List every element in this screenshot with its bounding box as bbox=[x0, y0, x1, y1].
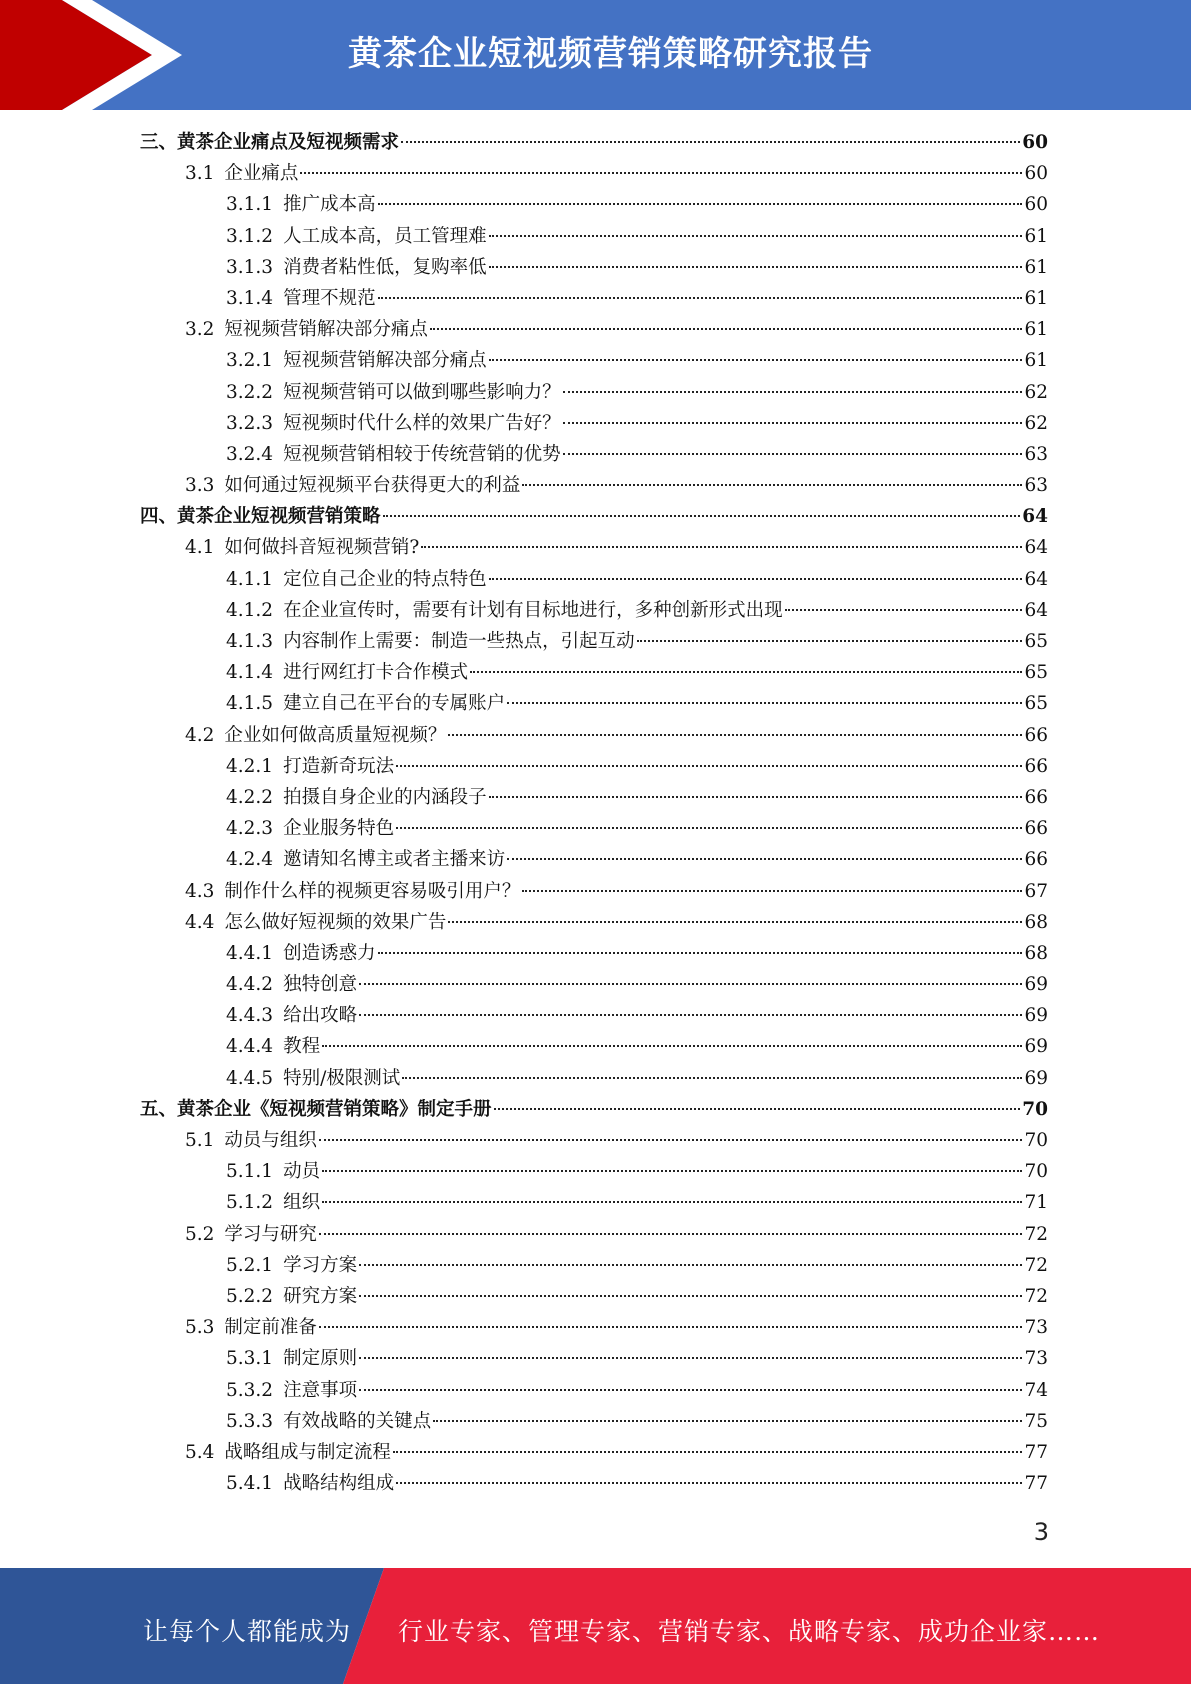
toc-dot-leader bbox=[785, 609, 1023, 611]
toc-entry-number: 5.3.1 bbox=[226, 1348, 274, 1370]
toc-entry[interactable] bbox=[140, 408, 1048, 439]
toc-dot-leader bbox=[489, 266, 1023, 268]
toc-entry-page: 75 bbox=[1024, 1410, 1048, 1432]
toc-entry[interactable] bbox=[140, 377, 1048, 408]
toc-entry-page: 74 bbox=[1024, 1379, 1048, 1401]
toc-dot-leader bbox=[322, 1045, 1022, 1047]
toc-dot-leader bbox=[489, 578, 1023, 580]
toc-entry[interactable] bbox=[140, 969, 1048, 1000]
toc-entry-title: 短视频营销解决部分痛点 bbox=[283, 350, 487, 372]
document-title: 黄茶企业短视频营销策略研究报告 bbox=[348, 34, 873, 74]
toc-dot-leader bbox=[563, 453, 1023, 455]
toc-dot-leader bbox=[383, 515, 1021, 517]
toc-entry-title: 教程 bbox=[283, 1036, 321, 1058]
toc-entry-page: 69 bbox=[1024, 1067, 1048, 1089]
toc-entry[interactable] bbox=[140, 938, 1048, 969]
toc-dot-leader bbox=[470, 671, 1022, 673]
toc-entry-title: 学习与研究 bbox=[224, 1223, 317, 1245]
toc-dot-leader bbox=[402, 1077, 1022, 1079]
toc-entry-number: 4.4.1 bbox=[226, 942, 274, 964]
toc-entry-page: 66 bbox=[1024, 724, 1048, 746]
toc-entry-page: 66 bbox=[1024, 849, 1048, 871]
toc-dot-leader bbox=[522, 484, 1022, 486]
toc-entry-number: 5.3.3 bbox=[226, 1410, 274, 1432]
toc-entry-page: 62 bbox=[1024, 381, 1048, 403]
toc-entry-page: 68 bbox=[1024, 911, 1048, 933]
toc-entry-number: 4.3 bbox=[185, 880, 215, 902]
toc-dot-leader bbox=[393, 1451, 1023, 1453]
toc-entry[interactable] bbox=[140, 1437, 1048, 1468]
toc-entry-title: 创造诱惑力 bbox=[283, 942, 376, 964]
toc-entry-page: 66 bbox=[1024, 818, 1048, 840]
toc-dot-leader bbox=[494, 1108, 1021, 1110]
toc-entry-number: 5.3.2 bbox=[226, 1379, 274, 1401]
toc-entry-number: 4.4.5 bbox=[226, 1067, 274, 1089]
toc-dot-leader bbox=[359, 1389, 1022, 1391]
toc-entry-title: 动员与组织 bbox=[224, 1130, 317, 1151]
toc-dot-leader bbox=[507, 702, 1022, 704]
toc-entry-title: 四、黄茶企业短视频营销策略 bbox=[140, 506, 381, 528]
toc-dot-leader bbox=[319, 1233, 1023, 1235]
toc-entry[interactable] bbox=[140, 221, 1048, 252]
toc-dot-leader bbox=[378, 952, 1023, 954]
toc-entry[interactable] bbox=[140, 1406, 1048, 1437]
toc-entry[interactable] bbox=[140, 1031, 1048, 1062]
toc-entry-page: 61 bbox=[1024, 287, 1048, 309]
toc-entry-title: 研究方案 bbox=[283, 1285, 358, 1307]
toc-dot-leader bbox=[378, 297, 1023, 299]
toc-entry[interactable] bbox=[140, 751, 1048, 782]
toc-entry-page: 61 bbox=[1024, 350, 1048, 372]
toc-entry-title: 如何做抖音短视频营销? bbox=[224, 537, 420, 559]
toc-entry[interactable] bbox=[140, 782, 1048, 813]
toc-entry-title: 制定原则 bbox=[283, 1348, 358, 1370]
toc-dot-leader bbox=[359, 1295, 1022, 1297]
toc-dot-leader bbox=[448, 921, 1022, 923]
toc-entry-title: 给出攻略 bbox=[283, 1005, 358, 1027]
toc-entry-number: 3.1.4 bbox=[226, 287, 274, 309]
toc-entry-page: 64 bbox=[1024, 599, 1048, 621]
toc-entry-title: 定位自己企业的特点特色 bbox=[283, 568, 487, 590]
toc-entry-number: 4.1.4 bbox=[226, 662, 274, 684]
toc-entry[interactable] bbox=[140, 532, 1048, 563]
toc-entry[interactable] bbox=[140, 283, 1048, 314]
toc-entry[interactable] bbox=[140, 314, 1048, 345]
toc-entry-title: 在企业宣传时，需要有计划有目标地进行，多种创新形式出现 bbox=[283, 599, 783, 621]
toc-entry-number: 4.4 bbox=[185, 911, 215, 933]
toc-entry[interactable] bbox=[140, 1343, 1048, 1374]
toc-entry-title: 邀请知名博主或者主播来访 bbox=[283, 849, 506, 871]
toc-entry-page: 65 bbox=[1024, 662, 1048, 684]
toc-entry[interactable] bbox=[140, 127, 1048, 158]
toc-entry-title: 制定前准备 bbox=[224, 1317, 317, 1339]
toc-entry-title: 怎么做好短视频的效果广告 bbox=[224, 911, 447, 933]
toc-entry-title: 企业痛点 bbox=[224, 163, 299, 185]
page-header bbox=[0, 0, 1191, 110]
toc-entry[interactable] bbox=[140, 657, 1048, 688]
toc-entry-number: 3.1.3 bbox=[226, 256, 274, 278]
toc-entry-page: 69 bbox=[1024, 1005, 1048, 1027]
toc-entry[interactable] bbox=[140, 1094, 1048, 1125]
toc-entry-page: 66 bbox=[1024, 755, 1048, 777]
toc-entry[interactable] bbox=[140, 1000, 1048, 1031]
toc-entry[interactable] bbox=[140, 1156, 1048, 1187]
toc-entry-title: 战略结构组成 bbox=[283, 1473, 395, 1495]
toc-entry-number: 4.2.2 bbox=[226, 786, 274, 808]
toc-dot-leader bbox=[489, 359, 1023, 361]
toc-entry-number: 3.2.1 bbox=[226, 350, 274, 372]
toc-entry-page: 72 bbox=[1024, 1223, 1048, 1245]
toc-entry-number: 5.3 bbox=[185, 1317, 215, 1339]
toc-dot-leader bbox=[563, 422, 1023, 424]
toc-entry-page: 61 bbox=[1024, 256, 1048, 278]
toc-dot-leader bbox=[396, 765, 1022, 767]
toc-entry-title: 管理不规范 bbox=[283, 287, 376, 309]
toc-entry-page: 65 bbox=[1024, 631, 1048, 652]
toc-entry-page: 72 bbox=[1024, 1254, 1048, 1276]
toc-dot-leader bbox=[401, 141, 1020, 143]
page-number: 3 bbox=[1033, 1518, 1049, 1546]
toc-entry-title: 制作什么样的视频更容易吸引用户？ bbox=[224, 880, 521, 902]
toc-entry[interactable] bbox=[140, 626, 1048, 657]
toc-entry-title: 企业如何做高质量短视频？ bbox=[224, 724, 447, 746]
toc-entry-number: 4.1 bbox=[185, 537, 215, 559]
toc-dot-leader bbox=[300, 172, 1022, 174]
toc-entry-number: 3.2.2 bbox=[226, 381, 274, 403]
toc-dot-leader bbox=[489, 235, 1023, 237]
toc-entry-number: 5.4 bbox=[185, 1441, 215, 1463]
toc-entry-title: 内容制作上需要：制造一些热点，引起互动 bbox=[283, 631, 635, 652]
toc-entry[interactable] bbox=[140, 688, 1048, 719]
toc-dot-leader bbox=[319, 1326, 1023, 1328]
toc-entry-number: 3.2.3 bbox=[226, 412, 274, 434]
toc-entry[interactable] bbox=[140, 1312, 1048, 1343]
toc-entry[interactable] bbox=[140, 720, 1048, 751]
toc-entry-title: 独特创意 bbox=[283, 974, 358, 996]
toc-entry-number: 4.4.4 bbox=[226, 1036, 274, 1058]
table-of-contents bbox=[140, 127, 1048, 1499]
toc-dot-leader bbox=[378, 203, 1023, 205]
toc-entry-page: 70 bbox=[1024, 1161, 1048, 1183]
footer-slogan-left: 让每个人都能成为 bbox=[143, 1617, 352, 1646]
toc-entry[interactable] bbox=[140, 1375, 1048, 1406]
toc-entry-title: 短视频时代什么样的效果广告好？ bbox=[283, 412, 561, 434]
toc-entry-number: 4.1.2 bbox=[226, 599, 274, 621]
toc-entry[interactable] bbox=[140, 1125, 1048, 1156]
toc-entry[interactable] bbox=[140, 189, 1048, 220]
toc-entry[interactable] bbox=[140, 564, 1048, 595]
toc-entry-title: 学习方案 bbox=[283, 1254, 358, 1276]
toc-entry[interactable] bbox=[140, 158, 1048, 189]
toc-entry-title: 注意事项 bbox=[283, 1379, 358, 1401]
toc-entry[interactable] bbox=[140, 907, 1048, 938]
toc-entry-number: 4.2.1 bbox=[226, 755, 274, 777]
toc-entry-number: 5.1.2 bbox=[226, 1192, 274, 1214]
toc-entry[interactable] bbox=[140, 1063, 1048, 1094]
toc-entry[interactable] bbox=[140, 844, 1048, 875]
toc-entry-page: 66 bbox=[1024, 786, 1048, 808]
toc-entry-title: 人工成本高，员工管理难 bbox=[283, 225, 487, 247]
toc-entry-page: 62 bbox=[1024, 412, 1048, 434]
toc-entry-number: 3.2.4 bbox=[226, 443, 274, 465]
toc-entry[interactable] bbox=[140, 345, 1048, 376]
toc-dot-leader bbox=[359, 1357, 1022, 1359]
toc-entry-page: 64 bbox=[1024, 568, 1048, 590]
toc-entry-title: 如何通过短视频平台获得更大的利益 bbox=[224, 475, 521, 497]
toc-dot-leader bbox=[359, 1014, 1022, 1016]
toc-entry-page: 61 bbox=[1024, 319, 1048, 341]
toc-entry-page: 73 bbox=[1024, 1317, 1048, 1339]
toc-dot-leader bbox=[322, 1170, 1022, 1172]
toc-entry-page: 69 bbox=[1024, 1036, 1048, 1058]
toc-dot-leader bbox=[563, 391, 1023, 393]
toc-dot-leader bbox=[319, 1139, 1023, 1141]
toc-entry-number: 4.4.2 bbox=[226, 974, 274, 996]
toc-entry-number: 3.1.2 bbox=[226, 225, 274, 247]
toc-entry[interactable] bbox=[140, 876, 1048, 907]
toc-entry-number: 4.2.3 bbox=[226, 818, 274, 840]
toc-dot-leader bbox=[359, 1264, 1022, 1266]
toc-entry-page: 60 bbox=[1022, 132, 1048, 153]
toc-entry-title: 战略组成与制定流程 bbox=[224, 1441, 391, 1463]
toc-dot-leader bbox=[359, 983, 1022, 985]
toc-entry-page: 65 bbox=[1024, 693, 1048, 715]
toc-entry-number: 5.1 bbox=[185, 1130, 215, 1151]
toc-dot-leader bbox=[507, 858, 1022, 860]
toc-entry-number: 3.2 bbox=[185, 319, 215, 341]
toc-entry-page: 67 bbox=[1024, 880, 1048, 902]
toc-entry[interactable] bbox=[140, 595, 1048, 626]
toc-entry[interactable] bbox=[140, 1187, 1048, 1218]
toc-entry-page: 73 bbox=[1024, 1348, 1048, 1370]
toc-entry[interactable] bbox=[140, 501, 1048, 532]
toc-dot-leader bbox=[637, 640, 1023, 642]
toc-entry-number: 4.1.3 bbox=[226, 631, 274, 652]
toc-entry-number: 5.2.1 bbox=[226, 1254, 274, 1276]
toc-entry-page: 64 bbox=[1022, 506, 1048, 528]
toc-entry-number: 5.2.2 bbox=[226, 1285, 274, 1307]
toc-dot-leader bbox=[421, 546, 1022, 548]
toc-entry-title: 短视频营销可以做到哪些影响力？ bbox=[283, 381, 561, 403]
toc-entry-page: 61 bbox=[1024, 225, 1048, 247]
toc-entry-title: 进行网红打卡合作模式 bbox=[283, 662, 469, 684]
toc-dot-leader bbox=[396, 827, 1022, 829]
toc-entry[interactable] bbox=[140, 1281, 1048, 1312]
toc-entry-number: 4.2 bbox=[185, 724, 215, 746]
toc-entry-number: 5.4.1 bbox=[226, 1473, 274, 1495]
toc-entry-title: 拍摄自身企业的内涵段子 bbox=[283, 786, 487, 808]
toc-dot-leader bbox=[522, 890, 1022, 892]
toc-entry-page: 77 bbox=[1024, 1441, 1048, 1463]
toc-entry-title: 企业服务特色 bbox=[283, 818, 395, 840]
toc-entry-page: 60 bbox=[1024, 163, 1048, 185]
toc-dot-leader bbox=[396, 1482, 1022, 1484]
toc-entry[interactable] bbox=[140, 813, 1048, 844]
toc-dot-leader bbox=[448, 734, 1022, 736]
footer-slogan-right: 行业专家、管理专家、营销专家、战略专家、成功企业家…… bbox=[398, 1617, 1101, 1646]
toc-dot-leader bbox=[489, 796, 1023, 798]
toc-entry-title: 特别/极限测试 bbox=[283, 1067, 401, 1089]
toc-entry-title: 三、黄茶企业痛点及短视频需求 bbox=[140, 132, 400, 153]
toc-entry-page: 60 bbox=[1024, 194, 1048, 216]
toc-dot-leader bbox=[430, 328, 1023, 330]
toc-entry-page: 77 bbox=[1024, 1473, 1048, 1495]
toc-entry-number: 3.1 bbox=[185, 163, 215, 185]
toc-entry-title: 短视频营销解决部分痛点 bbox=[224, 319, 428, 341]
toc-entry-page: 72 bbox=[1024, 1285, 1048, 1307]
toc-entry-title: 消费者粘性低，复购率低 bbox=[283, 256, 487, 278]
toc-entry[interactable] bbox=[140, 1250, 1048, 1281]
toc-entry-title: 组织 bbox=[283, 1192, 321, 1214]
toc-entry-page: 68 bbox=[1024, 942, 1048, 964]
toc-entry[interactable] bbox=[140, 470, 1048, 501]
toc-entry-page: 69 bbox=[1024, 974, 1048, 996]
toc-entry[interactable] bbox=[140, 439, 1048, 470]
toc-dot-leader bbox=[322, 1201, 1022, 1203]
toc-entry-number: 4.4.3 bbox=[226, 1005, 274, 1027]
toc-entry-number: 3.3 bbox=[185, 475, 215, 497]
toc-entry-title: 有效战略的关键点 bbox=[283, 1410, 432, 1432]
toc-entry-number: 4.1.5 bbox=[226, 693, 274, 715]
toc-entry-number: 4.1.1 bbox=[226, 568, 274, 590]
toc-entry[interactable] bbox=[140, 1468, 1048, 1499]
toc-entry-title: 动员 bbox=[283, 1161, 321, 1183]
toc-entry[interactable] bbox=[140, 252, 1048, 283]
toc-entry-number: 4.2.4 bbox=[226, 849, 274, 871]
toc-entry-title: 打造新奇玩法 bbox=[283, 755, 395, 777]
toc-entry-page: 70 bbox=[1022, 1098, 1048, 1120]
toc-dot-leader bbox=[433, 1420, 1022, 1422]
toc-entry-number: 5.1.1 bbox=[226, 1161, 274, 1183]
toc-entry-number: 3.1.1 bbox=[226, 194, 274, 216]
toc-entry-page: 63 bbox=[1024, 443, 1048, 465]
toc-entry-title: 短视频营销相较于传统营销的优势 bbox=[283, 443, 561, 465]
toc-entry-title: 五、黄茶企业《短视频营销策略》制定手册 bbox=[140, 1098, 492, 1120]
toc-entry[interactable] bbox=[140, 1219, 1048, 1250]
toc-entry-page: 64 bbox=[1024, 537, 1048, 559]
toc-entry-page: 71 bbox=[1024, 1192, 1048, 1214]
toc-entry-page: 70 bbox=[1024, 1130, 1048, 1151]
page-footer bbox=[0, 1568, 1191, 1684]
toc-entry-title: 建立自己在平台的专属账户 bbox=[283, 693, 506, 715]
toc-entry-title: 推广成本高 bbox=[283, 194, 376, 216]
toc-entry-number: 5.2 bbox=[185, 1223, 215, 1245]
toc-entry-page: 63 bbox=[1024, 475, 1048, 497]
